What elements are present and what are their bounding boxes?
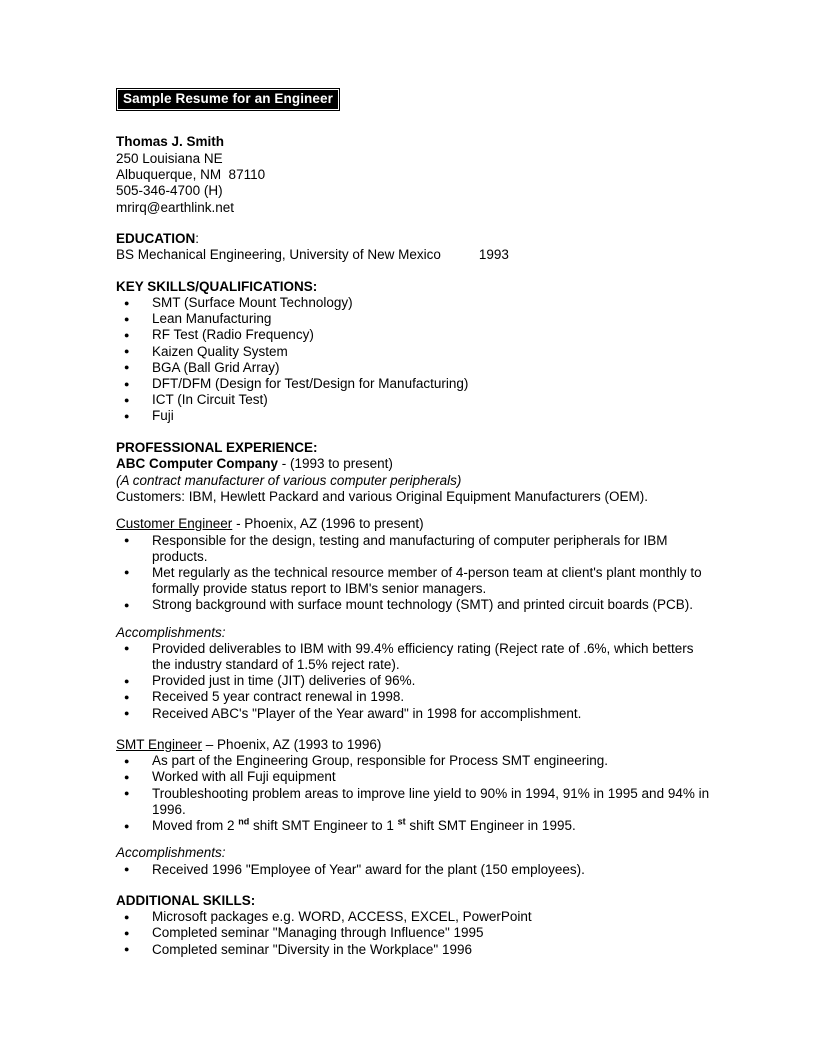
professional-experience-section [116, 440, 716, 878]
role-meta: – Phoenix, AZ (1993 to 1996) [202, 736, 382, 752]
address-line-2: Albuquerque, NM 87110 [116, 167, 266, 183]
list-item: ● Strong background with surface mount technology (SMT) and printed circuit boards (PCB). [124, 597, 716, 613]
spacer [116, 614, 716, 625]
list-item: ● Worked with all Fuji equipment [124, 769, 716, 785]
address-line-1: 250 Louisiana NE [116, 151, 223, 166]
key-skills-heading: KEY SKILLS/QUALIFICATIONS: [116, 278, 318, 294]
spacer [116, 722, 716, 737]
list-item: ● Met regularly as the technical resource member of 4-person team at client's plant monthly to formally provide status report to IBM's senior managers. [124, 565, 716, 597]
list-item: ● Responsible for the design, testing and manufacturing of computer peripherals for IBM products. [124, 533, 716, 565]
role-smt-engineer [116, 737, 716, 878]
list-item: ● ICT (In Circuit Test) [124, 392, 716, 408]
list-item: ● Received 5 year contract renewal in 1998. [124, 689, 716, 705]
shift-text-middle: shift SMT Engineer to 1 [249, 818, 398, 834]
education-year: 1993 [478, 247, 509, 263]
additional-skills-list [116, 909, 716, 958]
list-item: ● Lean Manufacturing [124, 311, 716, 327]
list-item: ● Troubleshooting problem areas to improve line yield to 90% in 1994, 91% in 1995 and 94% in 1996. [124, 786, 716, 818]
role-title: Customer Engineer [116, 516, 233, 532]
spacer [116, 425, 716, 440]
list-item: ● BGA (Ball Grid Array) [124, 360, 716, 376]
document-title-banner [116, 88, 340, 111]
employer-customers: Customers: IBM, Hewlett Packard and various Original Equipment Manufacturers (OEM). [116, 488, 648, 504]
list-item: ● Received 1996 "Employee of Year" award for the plant (150 employees). [124, 862, 716, 878]
list-item: ● Received ABC's "Player of the Year award" in 1998 for accomplishment. [124, 706, 716, 722]
list-item: ● DFT/DFM (Design for Test/Design for Manufacturing) [124, 376, 716, 392]
education-section [116, 231, 716, 264]
ordinal-suffix-nd: nd [238, 816, 250, 827]
education-heading-label: EDUCATION [116, 230, 196, 246]
accomplishments-heading: Accomplishments: [116, 845, 226, 861]
contact-block [116, 133, 716, 216]
spacer [116, 264, 716, 279]
spacer [116, 878, 716, 893]
additional-skills-heading: ADDITIONAL SKILLS: [116, 892, 256, 908]
page-title: Sample Resume for an Engineer [118, 90, 338, 109]
spacer [116, 834, 716, 845]
role-meta: - Phoenix, AZ (1996 to present) [232, 516, 424, 532]
list-item: ● Kaizen Quality System [124, 344, 716, 360]
phone-number: 505-346-4700 (H) [116, 183, 223, 199]
education-degree: BS Mechanical Engineering, University of New Mexico [116, 247, 441, 263]
employer-line [116, 456, 716, 473]
education-heading-colon: : [195, 230, 200, 246]
list-item: ● Microsoft packages e.g. WORD, ACCESS, EXCEL, PowerPoint [124, 909, 716, 925]
list-item: ● Provided just in time (JIT) deliveries of 96%. [124, 673, 716, 689]
role-duties-list [116, 533, 716, 614]
list-item: ● Fuji [124, 408, 716, 424]
education-entry [116, 247, 716, 263]
role-customer-engineer [116, 516, 716, 722]
spacer [116, 505, 716, 516]
additional-skills-section [116, 893, 716, 958]
list-item: ● As part of the Engineering Group, responsible for Process SMT engineering. [124, 753, 716, 769]
candidate-name: Thomas J. Smith [116, 134, 225, 149]
education-heading [116, 231, 716, 248]
list-item-shift-promotion [124, 818, 716, 834]
role-duties-list [116, 753, 716, 834]
list-item: ● Completed seminar "Managing through Influence" 1995 [124, 925, 716, 941]
employer-dates: - (1993 to present) [278, 456, 393, 472]
role-accomplishments-list [116, 641, 716, 722]
role-title: SMT Engineer [116, 736, 203, 752]
role-title-line [116, 737, 716, 754]
key-skills-list [116, 295, 716, 425]
shift-text-prefix: Moved from 2 [152, 818, 239, 834]
role-title-line [116, 516, 716, 533]
list-item: ● SMT (Surface Mount Technology) [124, 295, 716, 311]
role-accomplishments-list [116, 862, 716, 878]
email-address: mrirq@earthlink.net [116, 199, 234, 215]
ordinal-suffix-st: st [397, 816, 406, 827]
employer-description: (A contract manufacturer of various computer peripherals) [116, 472, 462, 488]
list-item: ● RF Test (Radio Frequency) [124, 327, 716, 343]
list-item: ● Provided deliverables to IBM with 99.4% efficiency rating (Reject rate of .6%, which betters the industry standard of 1.5% reject rate). [124, 641, 716, 673]
shift-text-suffix: shift SMT Engineer in 1995. [405, 818, 576, 834]
spacer [116, 216, 716, 231]
employer-name: ABC Computer Company [116, 456, 279, 472]
key-skills-section [116, 279, 716, 425]
list-item: ● Completed seminar "Diversity in the Workplace" 1996 [124, 942, 716, 958]
accomplishments-heading: Accomplishments: [116, 624, 226, 640]
professional-experience-heading: PROFESSIONAL EXPERIENCE: [116, 439, 318, 455]
